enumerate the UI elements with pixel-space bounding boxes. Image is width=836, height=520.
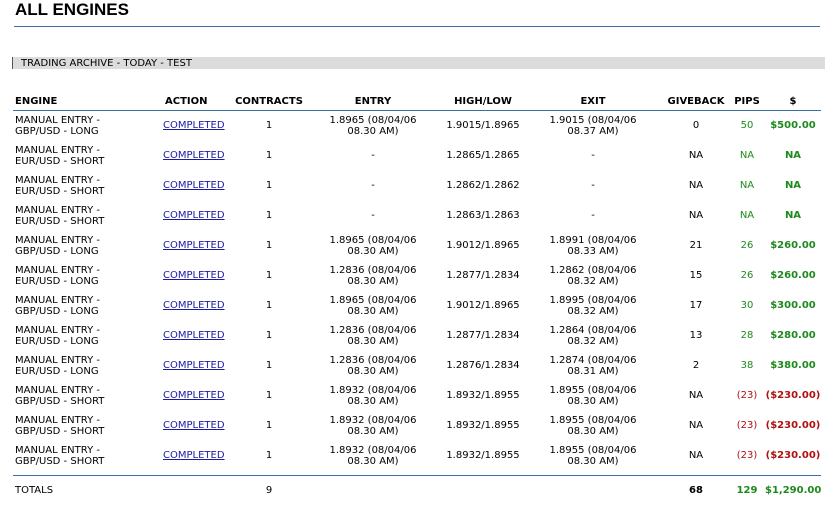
engine-line-2: GBP/USD - LONG (15, 306, 99, 317)
dollars-cell: ($230.00) (765, 390, 821, 402)
entry-line-1: - (371, 150, 375, 162)
table-row (13, 321, 821, 351)
giveback-cell: 15 (689, 270, 703, 282)
engine-line-2: EUR/USD - LONG (15, 336, 99, 347)
highlow-cell: 1.2877/1.2834 (446, 330, 520, 342)
action-cell (163, 231, 235, 261)
pips-cell: 30 (740, 300, 754, 312)
totals-entry (303, 476, 443, 507)
archive-label: TRADING ARCHIVE - TODAY - TEST (21, 58, 192, 69)
exit-line-1: 1.2864 (08/04/06 (549, 324, 637, 336)
table-row (13, 291, 821, 321)
contracts-cell: 1 (265, 360, 273, 372)
exit-cell (523, 291, 663, 321)
contracts-cell: 1 (265, 150, 273, 162)
pips-cell: 28 (740, 330, 754, 342)
engine-line-2: EUR/USD - SHORT (15, 156, 105, 167)
action-cell (163, 381, 235, 411)
completed-link[interactable]: COMPLETED (163, 180, 225, 192)
pips-cell: 50 (740, 120, 754, 132)
dollars-cell: NA (784, 180, 802, 192)
entry-cell (303, 141, 443, 171)
entry-line-2: 08.30 AM) (347, 336, 399, 347)
entry-cell (303, 441, 443, 471)
action-cell (163, 141, 235, 171)
entry-line-1: 1.8932 (08/04/06 (329, 384, 417, 396)
engine-cell (13, 201, 163, 231)
engine-cell (13, 141, 163, 171)
entry-cell (303, 231, 443, 261)
engine-line-1: MANUAL ENTRY - (15, 144, 100, 156)
completed-link[interactable]: COMPLETED (163, 330, 225, 342)
engine-line-2: EUR/USD - LONG (15, 276, 99, 287)
completed-link[interactable]: COMPLETED (163, 420, 225, 432)
highlow-cell: 1.2865/1.2865 (446, 150, 520, 162)
page-title: ALL ENGINES (15, 0, 129, 19)
highlow-cell: 1.2876/1.2834 (446, 360, 520, 372)
engine-line-1: MANUAL ENTRY - (15, 354, 100, 366)
exit-cell (523, 321, 663, 351)
dollars-cell: NA (784, 150, 802, 162)
exit-line-1: 1.8995 (08/04/06 (549, 294, 637, 306)
engine-line-2: EUR/USD - SHORT (15, 186, 105, 197)
exit-line-1: 1.2874 (08/04/06 (549, 354, 637, 366)
entry-line-2: 08.30 AM) (347, 366, 399, 377)
engine-line-1: MANUAL ENTRY - (15, 384, 100, 396)
pips-cell: (23) (736, 450, 758, 462)
action-cell (163, 291, 235, 321)
header-highlow: HIGH/LOW (443, 92, 523, 111)
exit-line-1: 1.9015 (08/04/06 (549, 114, 637, 126)
completed-link[interactable]: COMPLETED (163, 120, 225, 132)
entry-line-2: 08.30 AM) (347, 426, 399, 437)
exit-cell (523, 171, 663, 201)
entry-line-2: 08.30 AM) (347, 126, 399, 137)
giveback-cell: 0 (692, 120, 700, 132)
exit-line-1: - (591, 150, 595, 162)
giveback-cell: NA (688, 150, 704, 162)
contracts-cell: 1 (265, 120, 273, 132)
title-divider (14, 26, 820, 27)
giveback-cell: 13 (689, 330, 703, 342)
engine-line-1: MANUAL ENTRY - (15, 264, 100, 276)
table-row (13, 441, 821, 471)
exit-line-1: - (591, 210, 595, 222)
exit-cell (523, 411, 663, 441)
engine-line-2: GBP/USD - SHORT (15, 426, 105, 437)
entry-line-1: 1.8965 (08/04/06 (329, 234, 417, 246)
totals-contracts: 9 (235, 476, 303, 507)
dollars-cell: $260.00 (770, 240, 816, 252)
engine-cell (13, 111, 163, 142)
exit-line-1: 1.8955 (08/04/06 (549, 384, 637, 396)
completed-link[interactable]: COMPLETED (163, 300, 225, 312)
pips-cell: NA (739, 180, 755, 192)
entry-cell (303, 261, 443, 291)
completed-link[interactable]: COMPLETED (163, 210, 225, 222)
giveback-cell: NA (688, 450, 704, 462)
header-action: ACTION (163, 92, 235, 111)
exit-cell (523, 381, 663, 411)
engine-line-2: GBP/USD - SHORT (15, 456, 105, 467)
entry-cell (303, 171, 443, 201)
highlow-cell: 1.2877/1.2834 (446, 270, 520, 282)
giveback-cell: NA (688, 420, 704, 432)
engine-cell (13, 381, 163, 411)
table-row (13, 411, 821, 441)
entry-line-1: 1.2836 (08/04/06 (329, 354, 417, 366)
engine-cell (13, 411, 163, 441)
entry-line-1: 1.8965 (08/04/06 (329, 294, 417, 306)
table-row (13, 381, 821, 411)
contracts-cell: 1 (265, 180, 273, 192)
exit-line-1: 1.8955 (08/04/06 (549, 444, 637, 456)
engine-line-1: MANUAL ENTRY - (15, 204, 100, 216)
dollars-cell: $500.00 (770, 120, 816, 132)
entry-line-2: 08.30 AM) (347, 396, 399, 407)
highlow-cell: 1.9012/1.8965 (446, 240, 520, 252)
giveback-cell: NA (688, 390, 704, 402)
header-engine: ENGINE (13, 92, 163, 111)
pips-cell: 26 (740, 240, 754, 252)
action-cell (163, 411, 235, 441)
action-cell (163, 111, 235, 142)
engine-line-1: MANUAL ENTRY - (15, 174, 100, 186)
exit-line-2: 08.30 AM) (567, 456, 619, 467)
giveback-cell: 2 (692, 360, 700, 372)
exit-line-2: 08.32 AM) (567, 306, 619, 317)
entry-cell (303, 201, 443, 231)
action-cell (163, 201, 235, 231)
table-row (13, 111, 821, 142)
entry-line-1: - (371, 180, 375, 192)
entry-line-1: 1.8932 (08/04/06 (329, 444, 417, 456)
table-row (13, 201, 821, 231)
contracts-cell: 1 (265, 330, 273, 342)
dollars-cell: $280.00 (770, 330, 816, 342)
contracts-cell: 1 (265, 270, 273, 282)
highlow-cell: 1.9015/1.8965 (446, 120, 520, 132)
pips-cell: NA (739, 150, 755, 162)
action-cell (163, 351, 235, 381)
table-row (13, 171, 821, 201)
contracts-cell: 1 (265, 300, 273, 312)
exit-cell (523, 111, 663, 142)
action-cell (163, 171, 235, 201)
exit-line-2: 08.31 AM) (567, 366, 619, 377)
table-row (13, 231, 821, 261)
completed-link[interactable]: COMPLETED (163, 240, 225, 252)
contracts-cell: 1 (265, 240, 273, 252)
exit-line-2: 08.32 AM) (567, 276, 619, 287)
totals-pips: 129 (729, 476, 765, 507)
engine-cell (13, 441, 163, 471)
header-pips: PIPS (729, 92, 765, 111)
highlow-cell: 1.2862/1.2862 (446, 180, 520, 192)
dollars-cell: $300.00 (770, 300, 816, 312)
entry-line-1: 1.8965 (08/04/06 (329, 114, 417, 126)
completed-link[interactable]: COMPLETED (163, 390, 225, 402)
engine-line-1: MANUAL ENTRY - (15, 324, 100, 336)
exit-line-2: 08.32 AM) (567, 336, 619, 347)
exit-line-1: - (591, 180, 595, 192)
entry-line-2: 08.30 AM) (347, 246, 399, 257)
dollars-cell: ($230.00) (765, 450, 821, 462)
table-row (13, 351, 821, 381)
engine-line-2: GBP/USD - SHORT (15, 396, 105, 407)
entry-line-1: 1.2836 (08/04/06 (329, 264, 417, 276)
engine-line-2: GBP/USD - LONG (15, 246, 99, 257)
engine-cell (13, 321, 163, 351)
entry-cell (303, 411, 443, 441)
entry-line-1: - (371, 210, 375, 222)
entry-cell (303, 321, 443, 351)
contracts-cell: 1 (265, 450, 273, 462)
table-header-row (13, 92, 821, 111)
completed-link[interactable]: COMPLETED (163, 450, 225, 462)
table-row (13, 141, 821, 171)
action-cell (163, 441, 235, 471)
engine-cell (13, 231, 163, 261)
totals-dollars: $1,290.00 (765, 476, 821, 507)
engine-cell (13, 261, 163, 291)
engine-line-2: GBP/USD - LONG (15, 126, 99, 137)
dollars-cell: $380.00 (770, 360, 816, 372)
entry-line-1: 1.8932 (08/04/06 (329, 414, 417, 426)
entry-line-2: 08.30 AM) (347, 276, 399, 287)
header-giveback: GIVEBACK (663, 92, 729, 111)
contracts-cell: 1 (265, 210, 273, 222)
pips-cell: (23) (736, 390, 758, 402)
entry-cell (303, 351, 443, 381)
action-cell (163, 261, 235, 291)
completed-link[interactable]: COMPLETED (163, 270, 225, 282)
entry-cell (303, 291, 443, 321)
dollars-cell: NA (784, 210, 802, 222)
exit-line-1: 1.8955 (08/04/06 (549, 414, 637, 426)
pips-cell: 26 (740, 270, 754, 282)
engine-line-2: EUR/USD - LONG (15, 366, 99, 377)
highlow-cell: 1.8932/1.8955 (446, 420, 520, 432)
exit-cell (523, 201, 663, 231)
totals-highlow (443, 476, 523, 507)
engine-line-1: MANUAL ENTRY - (15, 414, 100, 426)
completed-link[interactable]: COMPLETED (163, 150, 225, 162)
exit-line-2: 08.30 AM) (567, 396, 619, 407)
engine-line-1: MANUAL ENTRY - (15, 234, 100, 246)
totals-exit (523, 476, 663, 507)
exit-cell (523, 441, 663, 471)
entry-line-1: 1.2836 (08/04/06 (329, 324, 417, 336)
header-dollars: $ (765, 92, 821, 111)
pips-cell: 38 (740, 360, 754, 372)
exit-line-2: 08.37 AM) (567, 126, 619, 137)
trade-rows (13, 111, 821, 472)
exit-line-2: 08.30 AM) (567, 426, 619, 437)
header-entry: ENTRY (303, 92, 443, 111)
engine-cell (13, 171, 163, 201)
exit-cell (523, 231, 663, 261)
exit-cell (523, 351, 663, 381)
exit-cell (523, 141, 663, 171)
entry-line-2: 08.30 AM) (347, 306, 399, 317)
contracts-cell: 1 (265, 420, 273, 432)
pips-cell: NA (739, 210, 755, 222)
header-contracts: CONTRACTS (235, 92, 303, 111)
engine-cell (13, 351, 163, 381)
highlow-cell: 1.2863/1.2863 (446, 210, 520, 222)
engine-line-1: MANUAL ENTRY - (15, 444, 100, 456)
totals-row (13, 476, 821, 507)
dollars-cell: $260.00 (770, 270, 816, 282)
archive-header-bar (12, 57, 825, 69)
exit-line-1: 1.8991 (08/04/06 (549, 234, 637, 246)
highlow-cell: 1.8932/1.8955 (446, 450, 520, 462)
highlow-cell: 1.9012/1.8965 (446, 300, 520, 312)
highlow-cell: 1.8932/1.8955 (446, 390, 520, 402)
engine-line-1: MANUAL ENTRY - (15, 294, 100, 306)
giveback-cell: NA (688, 210, 704, 222)
totals-label: TOTALS (13, 476, 163, 507)
totals-action (163, 476, 235, 507)
exit-line-1: 1.2862 (08/04/06 (549, 264, 637, 276)
action-cell (163, 321, 235, 351)
trades-table (13, 92, 821, 506)
exit-line-2: 08.33 AM) (567, 246, 619, 257)
entry-line-2: 08.30 AM) (347, 456, 399, 467)
engine-cell (13, 291, 163, 321)
pips-cell: (23) (736, 420, 758, 432)
dollars-cell: ($230.00) (765, 420, 821, 432)
giveback-cell: 21 (689, 240, 703, 252)
table-row (13, 261, 821, 291)
engine-line-2: EUR/USD - SHORT (15, 216, 105, 227)
giveback-cell: 17 (689, 300, 703, 312)
completed-link[interactable]: COMPLETED (163, 360, 225, 372)
entry-cell (303, 111, 443, 142)
exit-cell (523, 261, 663, 291)
giveback-cell: NA (688, 180, 704, 192)
totals-giveback: 68 (663, 476, 729, 507)
header-exit: EXIT (523, 92, 663, 111)
contracts-cell: 1 (265, 390, 273, 402)
engine-line-1: MANUAL ENTRY - (15, 114, 100, 126)
entry-cell (303, 381, 443, 411)
